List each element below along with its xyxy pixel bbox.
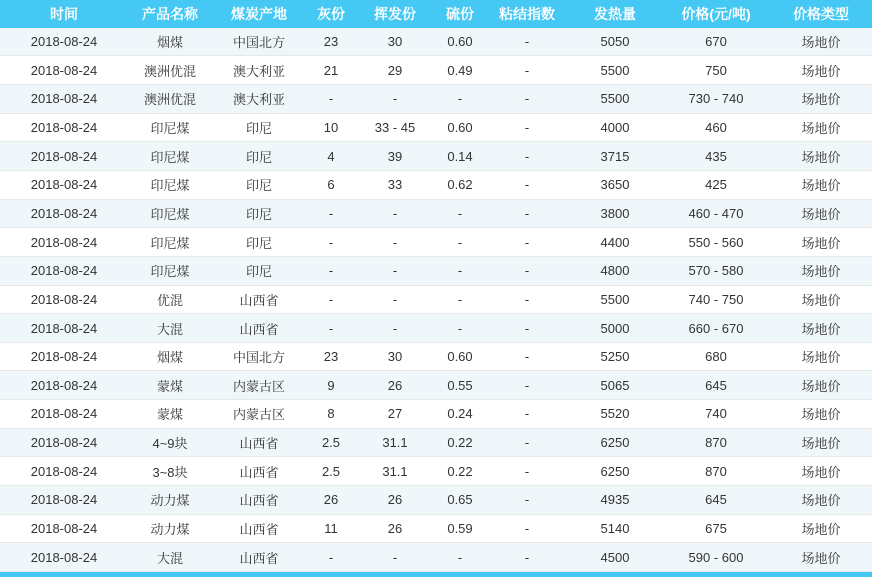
table-cell: 山西省 bbox=[212, 428, 306, 457]
table-cell: 澳大利亚 bbox=[212, 85, 306, 114]
table-head bbox=[0, 0, 872, 28]
table-cell: 3800 bbox=[568, 199, 662, 228]
table-cell: 2018-08-24 bbox=[0, 285, 128, 314]
table-cell: 0.55 bbox=[434, 371, 486, 400]
table-cell: - bbox=[434, 314, 486, 343]
table-cell: 0.22 bbox=[434, 428, 486, 457]
table-cell: - bbox=[434, 85, 486, 114]
table-cell: 3715 bbox=[568, 142, 662, 171]
table-cell: 4~9块 bbox=[128, 428, 212, 457]
table-cell: 2018-08-24 bbox=[0, 28, 128, 56]
table-cell: 26 bbox=[356, 371, 434, 400]
table-cell: 印尼 bbox=[212, 228, 306, 257]
table-cell: 6250 bbox=[568, 457, 662, 486]
table-row bbox=[0, 56, 872, 85]
table-cell: 26 bbox=[356, 486, 434, 515]
table-cell: 31.1 bbox=[356, 457, 434, 486]
table-cell: 0.60 bbox=[434, 113, 486, 142]
table-cell: 11 bbox=[306, 514, 356, 543]
table-cell: - bbox=[486, 457, 568, 486]
table-cell: 4935 bbox=[568, 486, 662, 515]
table-cell: 33 bbox=[356, 170, 434, 199]
table-cell: - bbox=[306, 314, 356, 343]
table-cell: 2018-08-24 bbox=[0, 170, 128, 199]
table-cell: 大混 bbox=[128, 314, 212, 343]
table-cell: 0.65 bbox=[434, 486, 486, 515]
table-cell: 场地价 bbox=[770, 428, 872, 457]
table-cell: 675 bbox=[662, 514, 770, 543]
table-cell: 印尼煤 bbox=[128, 228, 212, 257]
table-cell: 26 bbox=[356, 514, 434, 543]
table-cell: 内蒙古区 bbox=[212, 371, 306, 400]
table-cell: - bbox=[486, 85, 568, 114]
table-cell: 2018-08-24 bbox=[0, 56, 128, 85]
table-cell: 9 bbox=[306, 371, 356, 400]
column-header: 时间 bbox=[0, 0, 128, 28]
table-row bbox=[0, 400, 872, 429]
table-row bbox=[0, 428, 872, 457]
table-cell: - bbox=[486, 486, 568, 515]
table-cell: 2018-08-24 bbox=[0, 199, 128, 228]
table-cell: 2018-08-24 bbox=[0, 85, 128, 114]
table-cell: 场地价 bbox=[770, 170, 872, 199]
table-cell: 场地价 bbox=[770, 285, 872, 314]
table-cell: 590 - 600 bbox=[662, 543, 770, 572]
table-cell: 645 bbox=[662, 371, 770, 400]
column-header: 发热量 bbox=[568, 0, 662, 28]
table-cell: 750 bbox=[662, 56, 770, 85]
table-cell: 0.49 bbox=[434, 56, 486, 85]
table-cell: 2018-08-24 bbox=[0, 228, 128, 257]
table-cell: - bbox=[306, 85, 356, 114]
table-cell: - bbox=[356, 314, 434, 343]
table-row bbox=[0, 486, 872, 515]
table-cell: 0.59 bbox=[434, 514, 486, 543]
table-row bbox=[0, 28, 872, 56]
table-cell: 740 bbox=[662, 400, 770, 429]
table-row bbox=[0, 371, 872, 400]
table-cell: 33 - 45 bbox=[356, 113, 434, 142]
table-cell: 4800 bbox=[568, 256, 662, 285]
column-header: 粘结指数 bbox=[486, 0, 568, 28]
table-cell: 山西省 bbox=[212, 486, 306, 515]
table-cell: 场地价 bbox=[770, 113, 872, 142]
table-cell: 印尼 bbox=[212, 256, 306, 285]
table-cell: 印尼煤 bbox=[128, 142, 212, 171]
table-cell: - bbox=[356, 85, 434, 114]
table-cell: 660 - 670 bbox=[662, 314, 770, 343]
table-row bbox=[0, 85, 872, 114]
table-cell: 2018-08-24 bbox=[0, 486, 128, 515]
table-cell: 31.1 bbox=[356, 428, 434, 457]
table-cell: 印尼 bbox=[212, 199, 306, 228]
table-cell: 场地价 bbox=[770, 543, 872, 572]
table-cell: - bbox=[306, 256, 356, 285]
table-bottom-bar bbox=[0, 572, 872, 577]
table-cell: 山西省 bbox=[212, 314, 306, 343]
table-cell: 5000 bbox=[568, 314, 662, 343]
table-cell: 6 bbox=[306, 170, 356, 199]
table-row bbox=[0, 199, 872, 228]
table-cell: - bbox=[356, 285, 434, 314]
table-row bbox=[0, 342, 872, 371]
table-cell: 2018-08-24 bbox=[0, 142, 128, 171]
table-cell: 570 - 580 bbox=[662, 256, 770, 285]
table-cell: 印尼煤 bbox=[128, 199, 212, 228]
table-cell: 3~8块 bbox=[128, 457, 212, 486]
table-cell: 26 bbox=[306, 486, 356, 515]
table-cell: - bbox=[486, 543, 568, 572]
table-cell: 澳洲优混 bbox=[128, 85, 212, 114]
table-cell: 8 bbox=[306, 400, 356, 429]
table-cell: 优混 bbox=[128, 285, 212, 314]
table-cell: 5065 bbox=[568, 371, 662, 400]
table-cell: 印尼 bbox=[212, 170, 306, 199]
table-cell: - bbox=[356, 543, 434, 572]
table-cell: 5500 bbox=[568, 56, 662, 85]
table-row bbox=[0, 142, 872, 171]
table-cell: 740 - 750 bbox=[662, 285, 770, 314]
table-cell: 4400 bbox=[568, 228, 662, 257]
table-cell: 5500 bbox=[568, 285, 662, 314]
table-cell: 3650 bbox=[568, 170, 662, 199]
table-cell: 5050 bbox=[568, 28, 662, 56]
table-cell: 23 bbox=[306, 28, 356, 56]
table-row bbox=[0, 170, 872, 199]
table-cell: 2018-08-24 bbox=[0, 514, 128, 543]
table-cell: 场地价 bbox=[770, 56, 872, 85]
column-header: 灰份 bbox=[306, 0, 356, 28]
table-cell: - bbox=[434, 199, 486, 228]
table-cell: 5250 bbox=[568, 342, 662, 371]
table-cell: 425 bbox=[662, 170, 770, 199]
table-cell: 10 bbox=[306, 113, 356, 142]
table-cell: - bbox=[306, 543, 356, 572]
table-cell: - bbox=[434, 285, 486, 314]
table-cell: 澳大利亚 bbox=[212, 56, 306, 85]
table-cell: 670 bbox=[662, 28, 770, 56]
table-cell: - bbox=[486, 256, 568, 285]
table-cell: 场地价 bbox=[770, 400, 872, 429]
column-header: 挥发份 bbox=[356, 0, 434, 28]
table-header-row bbox=[0, 0, 872, 28]
table-cell: 场地价 bbox=[770, 142, 872, 171]
table-cell: 2.5 bbox=[306, 428, 356, 457]
table-cell: - bbox=[356, 199, 434, 228]
table-row bbox=[0, 457, 872, 486]
table-row bbox=[0, 314, 872, 343]
column-header: 煤炭产地 bbox=[212, 0, 306, 28]
table-cell: - bbox=[434, 256, 486, 285]
table-cell: 0.22 bbox=[434, 457, 486, 486]
table-cell: 印尼 bbox=[212, 113, 306, 142]
table-row bbox=[0, 228, 872, 257]
table-cell: - bbox=[486, 142, 568, 171]
table-row bbox=[0, 113, 872, 142]
table-cell: 4 bbox=[306, 142, 356, 171]
table-cell: - bbox=[356, 256, 434, 285]
column-header: 价格(元/吨) bbox=[662, 0, 770, 28]
table-cell: 27 bbox=[356, 400, 434, 429]
table-cell: 0.60 bbox=[434, 28, 486, 56]
table-cell: 870 bbox=[662, 428, 770, 457]
table-cell: 2018-08-24 bbox=[0, 457, 128, 486]
table-cell: 烟煤 bbox=[128, 342, 212, 371]
table-cell: 2018-08-24 bbox=[0, 428, 128, 457]
column-header: 硫份 bbox=[434, 0, 486, 28]
table-cell: 场地价 bbox=[770, 199, 872, 228]
table-cell: - bbox=[486, 314, 568, 343]
table-row bbox=[0, 285, 872, 314]
table-cell: 2018-08-24 bbox=[0, 342, 128, 371]
table-cell: 场地价 bbox=[770, 486, 872, 515]
table-cell: 6250 bbox=[568, 428, 662, 457]
table-cell: - bbox=[486, 428, 568, 457]
table-cell: 山西省 bbox=[212, 514, 306, 543]
table-cell: 2018-08-24 bbox=[0, 256, 128, 285]
table-cell: 场地价 bbox=[770, 228, 872, 257]
table-cell: 烟煤 bbox=[128, 28, 212, 56]
table-cell: 2018-08-24 bbox=[0, 371, 128, 400]
table-cell: 730 - 740 bbox=[662, 85, 770, 114]
table-cell: - bbox=[486, 228, 568, 257]
table-cell: 场地价 bbox=[770, 28, 872, 56]
table-cell: 680 bbox=[662, 342, 770, 371]
table-row bbox=[0, 256, 872, 285]
table-cell: 435 bbox=[662, 142, 770, 171]
table-cell: - bbox=[434, 228, 486, 257]
table-cell: - bbox=[486, 514, 568, 543]
table-cell: 39 bbox=[356, 142, 434, 171]
table-cell: 5520 bbox=[568, 400, 662, 429]
table-cell: 2018-08-24 bbox=[0, 113, 128, 142]
table-cell: 0.60 bbox=[434, 342, 486, 371]
table-cell: 场地价 bbox=[770, 514, 872, 543]
table-cell: 大混 bbox=[128, 543, 212, 572]
table-cell: 场地价 bbox=[770, 371, 872, 400]
table-cell: 蒙煤 bbox=[128, 371, 212, 400]
table-cell: 460 - 470 bbox=[662, 199, 770, 228]
table-cell: 印尼煤 bbox=[128, 113, 212, 142]
table-cell: 场地价 bbox=[770, 256, 872, 285]
table-cell: - bbox=[486, 285, 568, 314]
table-cell: - bbox=[486, 400, 568, 429]
table-cell: - bbox=[434, 543, 486, 572]
table-cell: 2018-08-24 bbox=[0, 400, 128, 429]
table-cell: 4000 bbox=[568, 113, 662, 142]
table-row bbox=[0, 514, 872, 543]
table-cell: 0.14 bbox=[434, 142, 486, 171]
table-cell: 29 bbox=[356, 56, 434, 85]
table-cell: 30 bbox=[356, 28, 434, 56]
table-cell: 内蒙古区 bbox=[212, 400, 306, 429]
table-cell: - bbox=[486, 342, 568, 371]
table-cell: 0.62 bbox=[434, 170, 486, 199]
table-cell: 澳洲优混 bbox=[128, 56, 212, 85]
column-header: 产品名称 bbox=[128, 0, 212, 28]
table-cell: - bbox=[306, 285, 356, 314]
table-cell: 23 bbox=[306, 342, 356, 371]
table-cell: 动力煤 bbox=[128, 514, 212, 543]
table-cell: 印尼煤 bbox=[128, 170, 212, 199]
table-cell: 场地价 bbox=[770, 314, 872, 343]
table-cell: 山西省 bbox=[212, 543, 306, 572]
table-body bbox=[0, 28, 872, 572]
table-cell: 0.24 bbox=[434, 400, 486, 429]
table-cell: 中国北方 bbox=[212, 342, 306, 371]
table-cell: - bbox=[486, 113, 568, 142]
table-cell: 动力煤 bbox=[128, 486, 212, 515]
table-cell: - bbox=[306, 228, 356, 257]
table-cell: 2.5 bbox=[306, 457, 356, 486]
table-cell: 场地价 bbox=[770, 342, 872, 371]
table-cell: 印尼 bbox=[212, 142, 306, 171]
table-cell: 2018-08-24 bbox=[0, 314, 128, 343]
table-cell: 蒙煤 bbox=[128, 400, 212, 429]
table-cell: 场地价 bbox=[770, 85, 872, 114]
table-cell: - bbox=[486, 371, 568, 400]
table-cell: - bbox=[356, 228, 434, 257]
table-cell: 645 bbox=[662, 486, 770, 515]
table-cell: 460 bbox=[662, 113, 770, 142]
table-cell: - bbox=[486, 170, 568, 199]
table-cell: 870 bbox=[662, 457, 770, 486]
column-header: 价格类型 bbox=[770, 0, 872, 28]
table-cell: 印尼煤 bbox=[128, 256, 212, 285]
table-cell: - bbox=[486, 28, 568, 56]
table-cell: 21 bbox=[306, 56, 356, 85]
table-cell: 5140 bbox=[568, 514, 662, 543]
table-row bbox=[0, 543, 872, 572]
table-cell: 550 - 560 bbox=[662, 228, 770, 257]
table-cell: 山西省 bbox=[212, 457, 306, 486]
table-cell: 2018-08-24 bbox=[0, 543, 128, 572]
table-cell: 4500 bbox=[568, 543, 662, 572]
table-cell: 中国北方 bbox=[212, 28, 306, 56]
table-cell: 30 bbox=[356, 342, 434, 371]
table-cell: - bbox=[486, 199, 568, 228]
table-cell: - bbox=[486, 56, 568, 85]
table-cell: 山西省 bbox=[212, 285, 306, 314]
table-cell: 5500 bbox=[568, 85, 662, 114]
table-cell: - bbox=[306, 199, 356, 228]
table-cell: 场地价 bbox=[770, 457, 872, 486]
